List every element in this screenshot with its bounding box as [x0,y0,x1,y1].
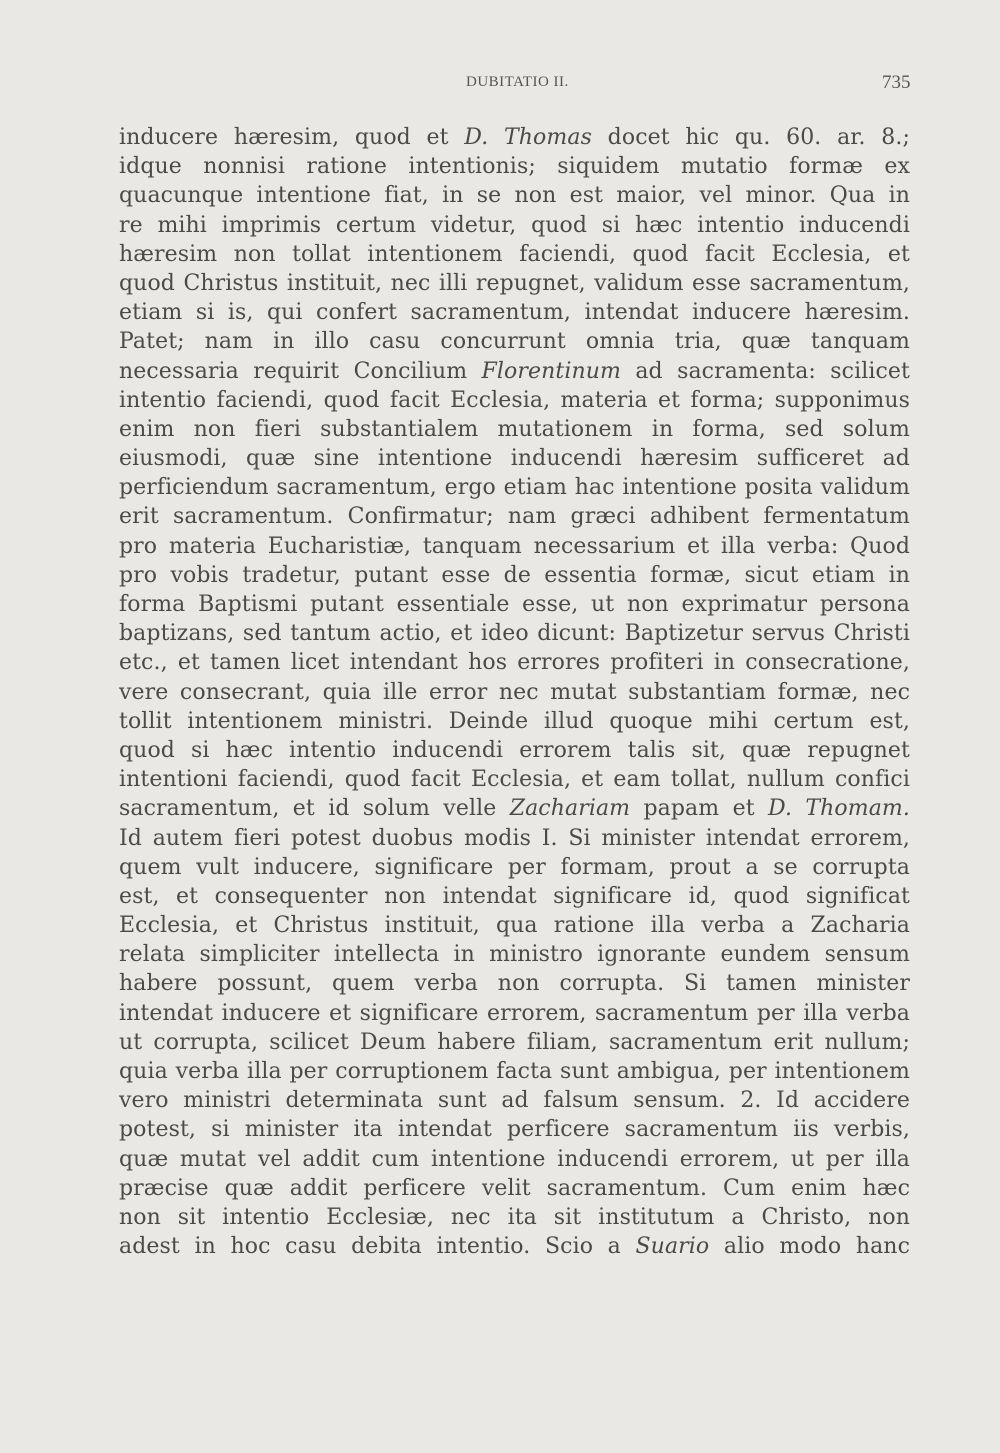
text-line [119,999,910,1028]
text-line [119,327,910,356]
text-line [119,1115,910,1144]
text-segment: Id autem fieri potest duobus modis I. Si minister intendat errorem, [119,825,910,851]
text-segment: vere consecrant, quia ille error nec mutat substantiam formæ, nec [119,679,910,705]
text-line [119,298,910,327]
text-line [119,561,910,590]
text-segment: tollit intentionem ministri. Deinde illud quoque mihi certum est, [119,708,910,734]
text-segment: idque nonnisi ratione intentionis; siquidem mutatio formæ ex [119,154,910,180]
text-segment: quem vult inducere, significare per formam, prout a se corrupta [119,854,910,880]
text-segment: est, et consequenter non intendat significare id, quod significat [119,883,910,909]
text-segment: habere possunt, quem verba non corrupta. Si tamen minister [119,971,910,997]
text-line [119,1028,910,1057]
text-segment: potest, si minister ita intendat perficere sacramentum iis verbis, [119,1117,910,1143]
italic-text: Florentinum [481,358,621,384]
text-line [119,648,910,677]
text-segment: intendat inducere et significare errorem, sacramentum per illa verba [119,1000,910,1026]
text-segment: alio modo hanc [709,1234,910,1260]
text-line [119,181,910,210]
text-line [119,211,910,240]
text-segment: eiusmodi, quæ sine intentione inducendi hæresim sufficeret ad [119,446,910,472]
text-line [119,736,910,765]
text-line [119,357,910,386]
text-segment: erit sacramentum. Confirmatur; nam græci adhibent fermentatum [119,504,910,530]
text-segment: necessaria requirit Concilium [119,358,482,384]
text-segment: forma Baptismi putant essentiale esse, ut non exprimatur persona [119,592,910,617]
text-line [119,911,910,940]
text-line [119,269,910,298]
text-line [119,532,910,561]
text-line [119,765,910,794]
italic-text: Suario [635,1234,710,1260]
text-line [119,1145,910,1174]
text-segment: quæ mutat vel addit cum intentione inducendi errorem, ut per illa [119,1146,910,1172]
text-segment: sacramentum, et id solum velle [119,796,510,822]
text-segment: quacunque intentione fiat, in se non est maior, vel minor. Qua in [119,183,910,209]
text-line [119,123,910,152]
text-line [119,940,910,969]
text-line [119,707,910,736]
text-segment: ad sacramenta: scilicet [620,358,910,384]
text-segment: quod Christus instituit, nec illi repugnet, validum esse sacramentum, [119,270,910,296]
text-line [119,619,910,648]
page-number: 735 [882,72,911,93]
text-segment: re mihi imprimis certum videtur, quod si hæc intentio inducendi [119,212,910,238]
italic-text: D. Thomam. [767,796,910,822]
text-segment: pro vobis tradetur, putant esse de essentia formæ, sicut etiam in [119,562,910,588]
text-line [119,678,910,707]
text-line [119,794,910,823]
text-segment: relata simpliciter intellecta in ministro ignorante eundem sensum [119,942,910,968]
text-segment: præcise quæ addit perficere velit sacramentum. Cum enim hæc [119,1175,910,1201]
text-segment: Ecclesia, et Christus instituit, qua ratione illa verba a Zacharia [119,913,910,939]
running-head: DUBITATIO II. [466,74,569,90]
text-line [119,240,910,269]
text-segment: intentio faciendi, quod facit Ecclesia, materia et forma; supponimus [119,387,910,413]
text-segment: enim non fieri substantialem mutationem in forma, sed solum [119,416,910,442]
text-segment: papam et [630,796,768,822]
text-segment: non sit intentio Ecclesiæ, nec ita sit institutum a Christo, non [119,1204,910,1230]
text-segment: pro materia Eucharistiæ, tanquam necessarium et illa verba: Quod [119,533,910,559]
page-header [0,72,1000,98]
text-segment: Patet; nam in illo casu concurrunt omnia tria, quæ tanquam [119,329,910,355]
text-line [119,444,910,473]
text-line [119,1232,910,1261]
text-segment: ut corrupta, scilicet Deum habere filiam, sacramentum erit nullum; [119,1029,910,1055]
text-line [119,590,910,619]
text-segment: intentioni faciendi, quod facit Ecclesia, et eam tollat, nullum confici [119,767,910,793]
text-segment: quod si hæc intentio inducendi errorem talis sit, quæ repugnet [119,737,910,763]
italic-text: D. Thomas [464,125,592,150]
text-segment: quia verba illa per corruptionem facta sunt ambigua, per intentionem [119,1059,910,1084]
text-line [119,1203,910,1232]
text-line [119,502,910,531]
body-text [119,123,910,1261]
text-segment: etc., et tamen licet intendant hos errores profiteri in consecratione, [119,650,910,676]
text-line [119,853,910,882]
text-segment: inducere hæresim, quod et [119,125,465,150]
text-segment: hæresim non tollat intentionem faciendi, quod facit Ecclesia, et [119,241,910,267]
text-line [119,473,910,502]
text-segment: etiam si is, qui confert sacramentum, intendat inducere hæresim. [119,300,910,326]
text-line [119,969,910,998]
text-line [119,1057,910,1086]
text-line [119,882,910,911]
text-line [119,1174,910,1203]
italic-text: Zachariam [509,796,631,822]
text-line [119,824,910,853]
text-line [119,1086,910,1115]
text-segment: docet hic qu. 60. ar. 8.; [591,125,910,150]
text-segment: vero ministri determinata sunt ad falsum sensum. 2. Id accidere [119,1088,910,1114]
text-line [119,152,910,181]
text-segment: adest in hoc casu debita intentio. Scio a [119,1234,636,1260]
text-segment: perficiendum sacramentum, ergo etiam hac intentione posita validum [119,475,910,501]
text-segment: baptizans, sed tantum actio, et ideo dicunt: Baptizetur servus Christi [119,621,910,647]
text-line [119,386,910,415]
text-line [119,415,910,444]
